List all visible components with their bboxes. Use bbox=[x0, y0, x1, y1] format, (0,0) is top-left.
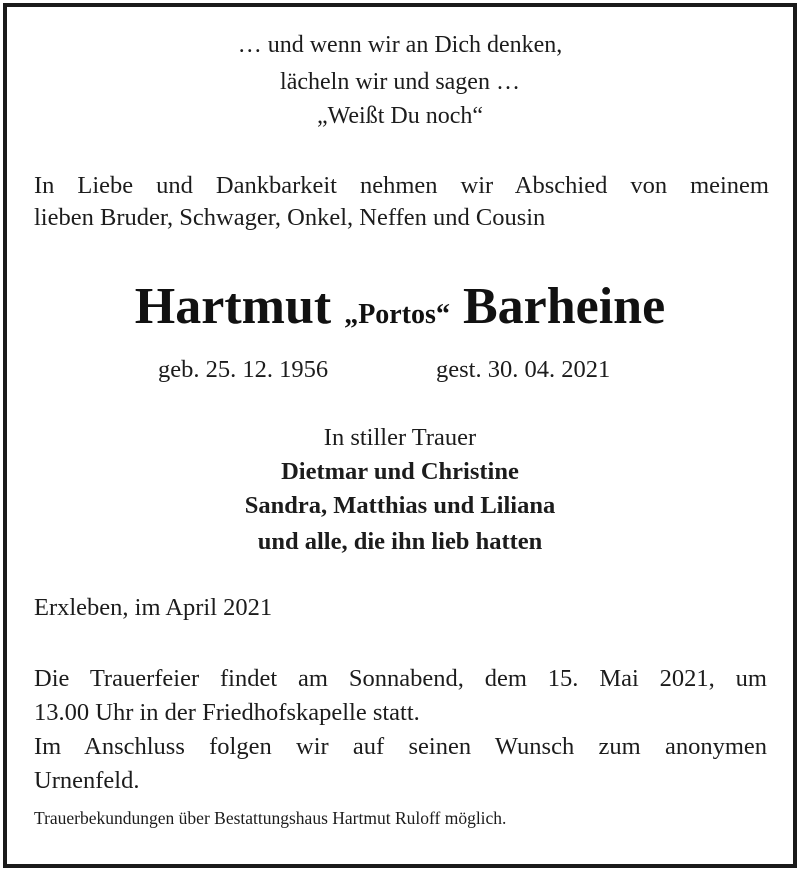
condolence-footnote: Trauerbekundungen über Bestattungshaus Hartmut Ruloff möglich. bbox=[34, 808, 507, 828]
intro-line-2: lieben Bruder, Schwager, Onkel, Neffen und Cousin bbox=[34, 204, 546, 231]
mourners-heading: In stiller Trauer bbox=[323, 424, 477, 451]
verse-line-1: … und wenn wir an Dich denken, bbox=[237, 32, 563, 58]
birth-date: geb. 25. 12. 1956 bbox=[158, 356, 329, 383]
mourners-line-1: Dietmar und Christine bbox=[281, 458, 519, 485]
mourners-line-2: Sandra, Matthias und Liliana bbox=[244, 492, 556, 519]
mourners-line-3: und alle, die ihn lieb hatten bbox=[257, 528, 543, 555]
funeral-line-1: Die Trauerfeier findet am Sonnabend, dem 15. Mai 2021, um bbox=[34, 665, 767, 692]
verse-line-2: lächeln wir und sagen … bbox=[280, 69, 520, 95]
funeral-line-4: Urnenfeld. bbox=[34, 767, 140, 794]
first-name: Hartmut bbox=[134, 278, 332, 335]
nickname: „Portos“ bbox=[344, 299, 450, 330]
intro-line-1: In Liebe und Dankbarkeit nehmen wir Abschied von meinem bbox=[34, 172, 769, 199]
funeral-line-3: Im Anschluss folgen wir auf seinen Wunsch zum anonymen bbox=[34, 733, 767, 760]
last-name: Barheine bbox=[462, 278, 666, 335]
deceased-name bbox=[0, 272, 800, 342]
funeral-line-2: 13.00 Uhr in der Friedhofskapelle statt. bbox=[34, 699, 420, 726]
verse-line-3: „Weißt Du noch“ bbox=[316, 103, 483, 129]
death-date: gest. 30. 04. 2021 bbox=[436, 356, 611, 383]
place-and-date: Erxleben, im April 2021 bbox=[34, 594, 273, 621]
